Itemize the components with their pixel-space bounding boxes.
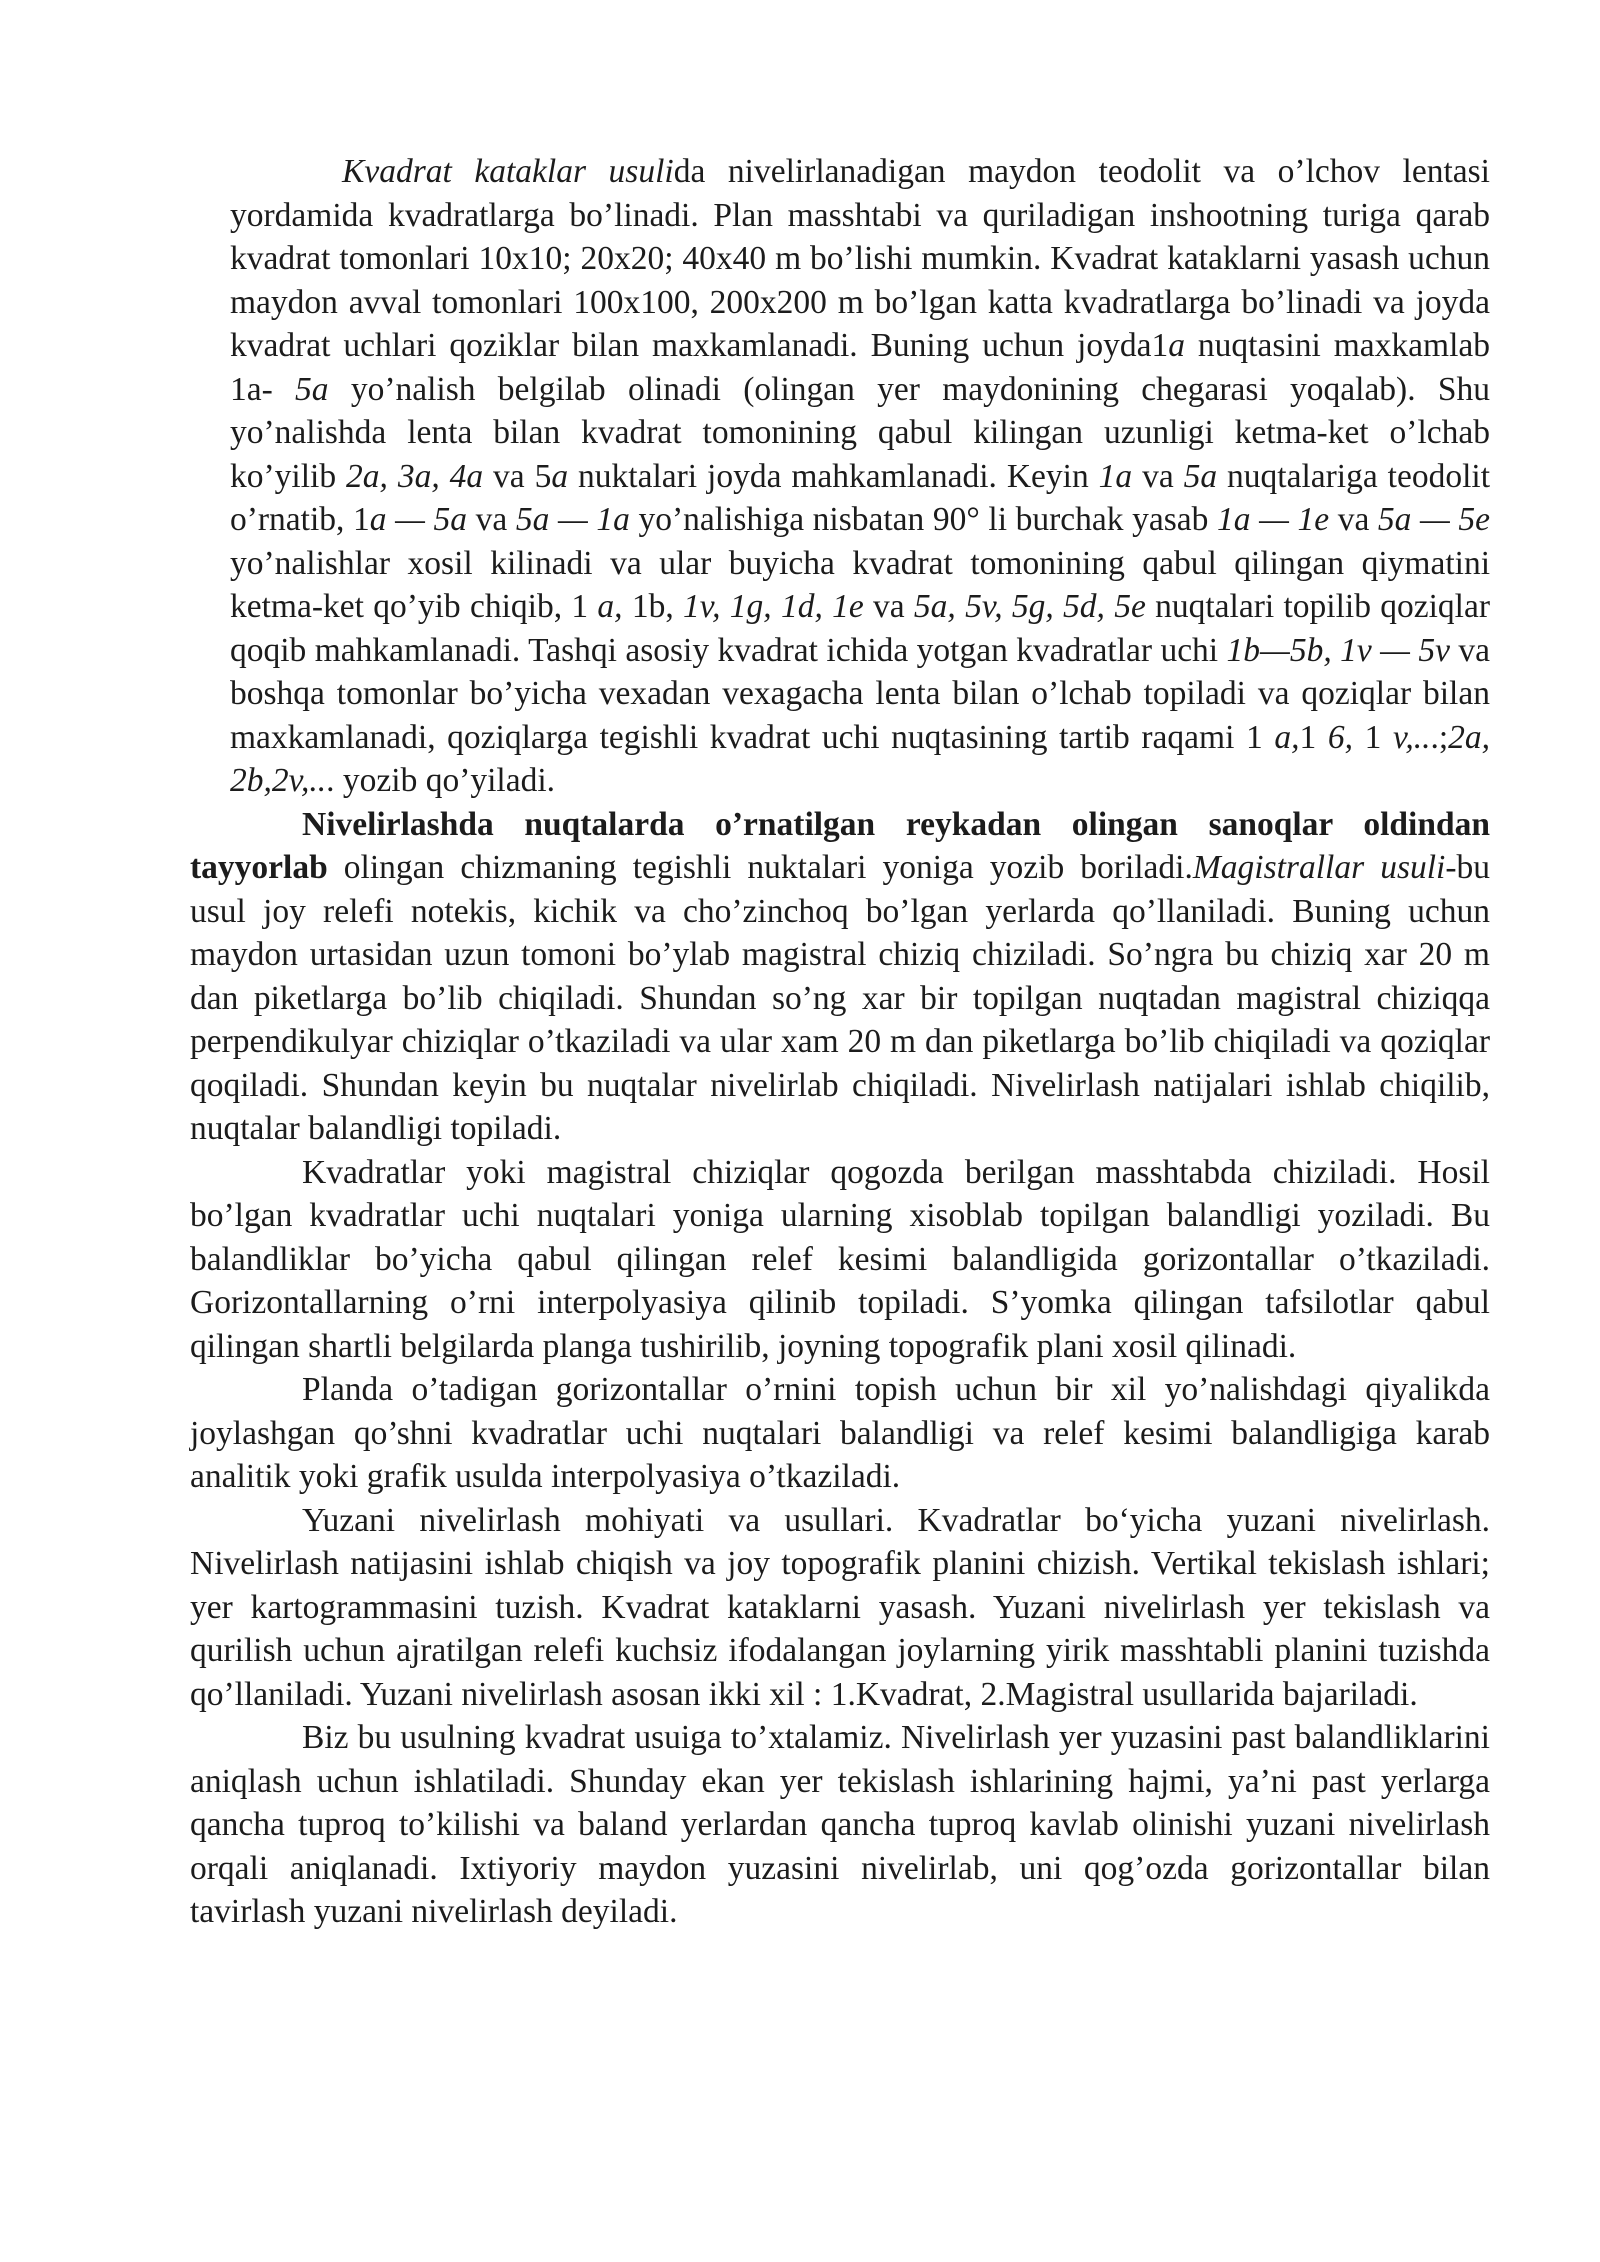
italic-text: 1a	[1098, 457, 1133, 495]
text-run: . yozib qo’yiladi.	[326, 762, 556, 799]
text-run: va 5	[483, 457, 552, 495]
text-run: Kvadratlar yoki magistral chiziqlar qogozda berilgan masshtabda chiziladi. Hosil bo’lgan kvadratlar uchi nuqtalari yoniga ularning xisoblab topilgan balandligi yoziladi. Bu balandliklar bo’yicha qabul qilingan relef kesimi balandligida gorizontallar o’tkaziladi. Gorizontallarning o’rni interpolyasiya qilinib topiladi. S’yomka qilingan tafsilotlar qabul qilingan shartli belgilarda planga tushirilib, joyning topografik plani xosil qilinadi.	[190, 1153, 1490, 1365]
italic-text: 5a, 5v, 5g, 5d, 5e	[913, 588, 1146, 625]
italic-text: a,	[597, 588, 623, 625]
italic-text: 2a, 2b,2v,..	[230, 718, 1491, 799]
text-run: .;	[1430, 718, 1449, 756]
text-run: 1	[1299, 718, 1328, 756]
italic-text: a	[1168, 327, 1185, 364]
italic-text: Magistrallar usuli	[1192, 849, 1446, 886]
document-page	[190, 150, 1490, 1934]
text-run: nuqtalari topilib qoziqlar qoqib mahkamlanadi. Tashqi asosiy kvadrat ichida yotgan kvadratlar uchi	[230, 588, 1490, 669]
paragraph-4	[190, 1368, 1490, 1499]
italic-text: a — 5a	[369, 501, 468, 538]
text-run: nuktalari joyda mahkamlanadi. Keyin	[568, 457, 1099, 495]
italic-text: Kvadrat kataklar usuli	[342, 153, 674, 190]
italic-text: 1v, 1g, 1d, 1e	[682, 588, 864, 625]
italic-text: 5a — 5e	[1377, 501, 1491, 538]
paragraph-6	[190, 1716, 1490, 1934]
text-run: olingan chizmaning tegishli nuktalari yoniga yozib boriladi.	[327, 849, 1193, 886]
text-run: -bu usul joy relefi notekis, kichik va cho’zinchoq bo’lgan yerlarda qo’llaniladi. Buning uchun maydon urtasidan uzun tomoni bo’ylab magistral chiziq chiziladi. So’ngra bu chiziq xar 20 m dan piketlarga bo’lib chiqiladi. Shundan so’ng xar bir topilgan nuqtadan magistral chiziqqa perpendikulyar chiziqlar o’tkaziladi va ular xam 20 m dan piketlarga bo’lib chiqiladi va qoziqlar qoqiladi. Shundan keyin bu nuqtalar nivelirlab chiqiladi. Nivelirlash natijalari ishlab chiqilib, nuqtalar balandligi topiladi.	[190, 849, 1491, 1147]
text-run: da nivelirlanadigan maydon teodolit va o’lchov lentasi yordamida kvadratlarga bo’linadi. Plan masshtabi va quriladigan inshootning turiga qarab kvadrat tomonlari 10x10; 20x20; 40x40 m bo’lishi mumkin. Kvadrat kataklarni yasash uchun maydon avval tomonlari 100x100, 200x200 m bo’lgan katta kvadratlarga bo’linadi va joyda kvadrat uchlari qoziklar bilan maxkamlanadi. Buning uchun joyda1	[230, 153, 1490, 364]
text-run: va	[1329, 501, 1378, 538]
italic-text: a	[551, 457, 569, 495]
text-run: yo’nalishiga nisbatan 90° li burchak yasab	[629, 501, 1217, 538]
italic-text: 1a — 1e	[1216, 501, 1330, 538]
bold-text: Nivelirlashda nuqtalarda o’rnatilgan reykadan olingan sanoqlar oldindan tayyorlab	[190, 805, 1490, 886]
text-run: 1b,	[622, 588, 683, 625]
text-run: nuqtasini maxkamlab 1a-	[230, 327, 1490, 408]
text-run: yo’nalishlar xosil kilinadi va ular buyicha kvadrat tomonining qabul qilingan qiymatini ketma-ket qo’yib chiqib, 1	[230, 544, 1490, 625]
italic-text: 6,	[1327, 718, 1353, 756]
text-run: Biz bu usulning kvadrat usuiga to’xtalamiz. Nivelirlash yer yuzasini past balandliklarini aniqlash uchun ishlatiladi. Shunday ekan yer tekislash ishlarining hajmi, ya’ni past yerlarga qancha tuproq to’kilishi va baland yerlardan qancha tuproq kavlab olinishi yuzani nivelirlash orqali aniqlanadi. Ixtiyoriy maydon yuzasini nivelirlab, uni qog’ozda gorizontallar bilan tavirlash yuzani nivelirlash deyiladi.	[190, 1719, 1490, 1930]
text-run: va	[863, 588, 914, 625]
text-run: va	[1132, 457, 1184, 495]
italic-text: 5a	[295, 370, 329, 408]
text-run: va	[467, 501, 516, 538]
text-run: Planda o’tadigan gorizontallar o’rnini topish uchun bir xil yo’nalishdagi qiyalikda joylashgan qo’shni kvadratlar uchi nuqtalari balandligi va relef kesimi balandligiga karab analitik yoki grafik usulda interpolyasiya o’tkaziladi.	[190, 1371, 1490, 1495]
italic-text: 2a, 3a, 4a	[346, 457, 484, 495]
italic-text: 5a — 1a	[515, 501, 630, 538]
italic-text: a,	[1274, 718, 1300, 756]
text-run: va boshqa tomonlar bo’yicha vexadan vexagacha lenta bilan o’lchab topiladi va qoziqlar bilan maxkamlanadi, qoziqlarga tegishli kvadrat uchi nuqtasining tartib raqami 1	[230, 631, 1491, 756]
paragraph-3	[190, 1151, 1490, 1369]
italic-text: 1b—5b, 1v — 5v	[1226, 631, 1450, 669]
text-run: 1	[1352, 718, 1393, 756]
paragraph-1	[190, 150, 1490, 803]
text-run: Yuzani nivelirlash mohiyati va usullari. Kvadratlar bo‘yicha yuzani nivelirlash. Nivelirlash natijasini ishlab chiqish va joy topografik planini chizish. Vertikal tekislash ishlari; yer kartogrammasini tuzish. Kvadrat kataklarni yasash. Yuzani nivelirlash yer tekislash va qurilish uchun ajratilgan relefi kuchsiz ifodalangan joylarning yirik masshtabli planini tuzishda qo’llaniladi. Yuzani nivelirlash asosan ikki xil : 1.Kvadrat, 2.Magistral usullarida bajariladi.	[190, 1501, 1490, 1713]
text-run: nuqtalariga teodolit o’rnatib, 1	[230, 457, 1491, 538]
italic-text: v,..	[1392, 718, 1431, 756]
italic-text: 5a	[1183, 457, 1218, 495]
text-run: yo’nalish belgilab olinadi (olingan yer maydonining chegarasi yoqalab). Shu yo’nalishda lenta bilan kvadrat tomonining qabul kilingan uzunligi ketma-ket o’lchab ko’yilib	[230, 370, 1490, 495]
paragraph-5	[190, 1499, 1490, 1717]
paragraph-2	[190, 803, 1490, 1151]
